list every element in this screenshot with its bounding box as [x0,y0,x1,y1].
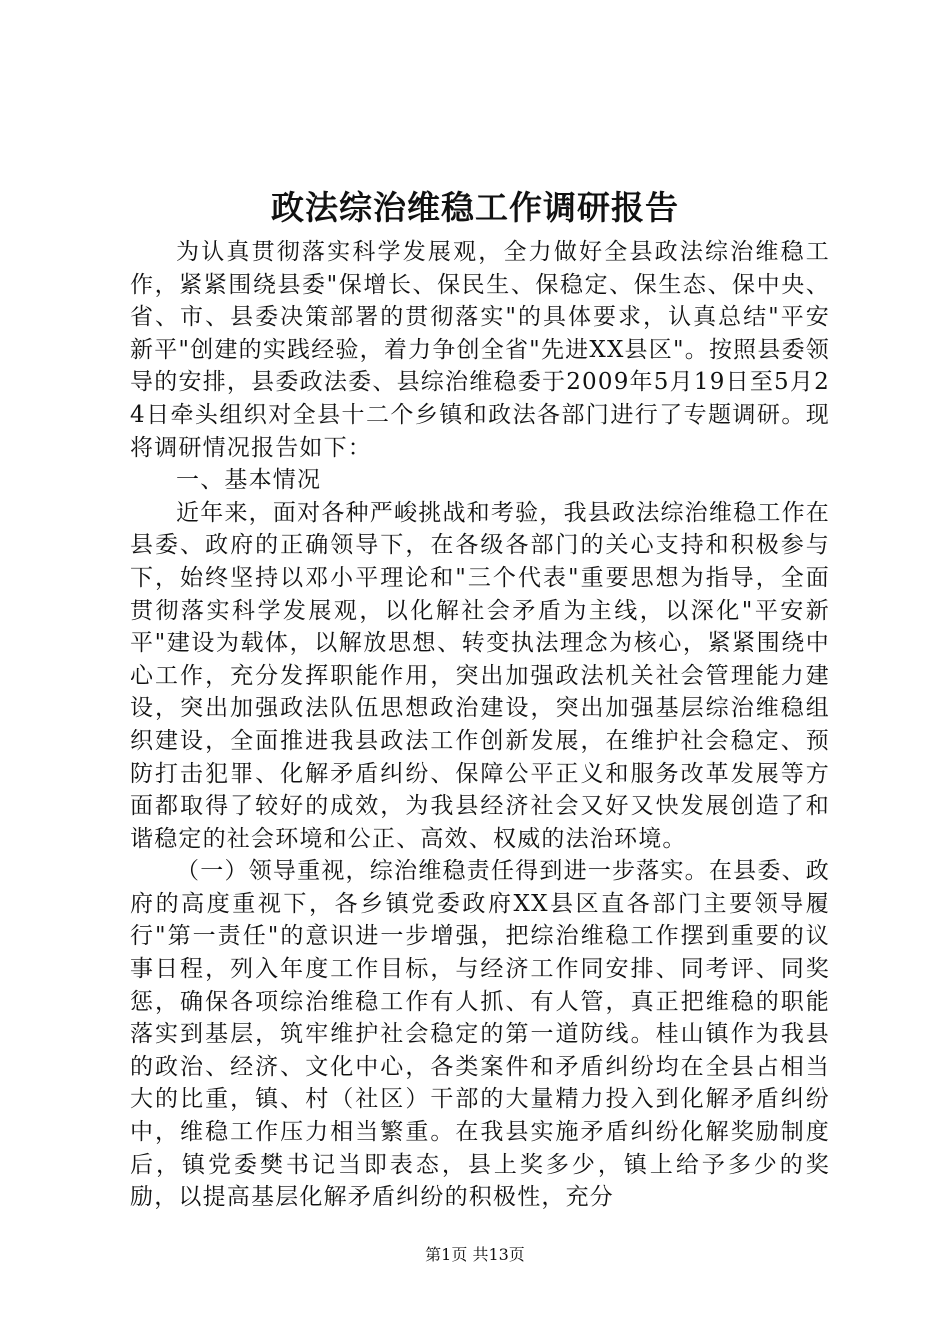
intro-paragraph: 为认真贯彻落实科学发展观，全力做好全县政法综治维稳工作，紧紧围绕县委"保增长、保民生、保稳定、保生态、保中央、省、市、县委决策部署的贯彻落实"的具体要求，认真总结"平安新平"创建的实践经验，着力争创全省"先进XX县区"。按照县委领导的安排，县委政法委、县综治维稳委于2009年5月19日至5月24日牵头组织对全县十二个乡镇和政法各部门进行了专题调研。现将调研情况报告如下： [130,239,830,461]
document-title: 政法综治维稳工作调研报告 [271,188,679,227]
basic-situation-paragraph: 近年来，面对各种严峻挑战和考验，我县政法综治维稳工作在县委、政府的正确领导下，在各级各部门的关心支持和积极参与下，始终坚持以邓小平理论和"三个代表"重要思想为指导，全面贯彻落实科学发展观，以化解社会矛盾为主线，以深化"平安新平"建设为载体，以解放思想、转变执法理念为核心，紧紧围绕中心工作，充分发挥职能作用，突出加强政法机关社会管理能力建设，突出加强政法队伍思想政治建设，突出加强基层综治维稳组织建设，全面推进我县政法工作创新发展，在维护社会稳定、预防打击犯罪、化解矛盾纠纷、保障公平正义和服务改革发展等方面都取得了较好的成效，为我县经济社会又好又快发展创造了和谐稳定的社会环境和公正、高效、权威的法治环境。 [130,499,830,852]
page-number-footer: 第1页 共13页 [425,1245,525,1264]
leadership-paragraph: （一）领导重视，综治维稳责任得到进一步落实。在县委、政府的高度重视下，各乡镇党委政府XX县区直各部门主要领导履行"第一责任"的意识进一步增强，把综治维稳工作摆到重要的议事日程，列入年度工作目标，与经济工作同安排、同考评、同奖惩，确保各项综治维稳工作有人抓、有人管，真正把维稳的职能落实到基层，筑牢维护社会稳定的第一道防线。桂山镇作为我县的政治、经济、文化中心，各类案件和矛盾纠纷均在全县占相当大的比重，镇、村（社区）干部的大量精力投入到化解矛盾纠纷中，维稳工作压力相当繁重。在我县实施矛盾纠纷化解奖励制度后，镇党委樊书记当即表态，县上奖多少，镇上给予多少的奖励，以提高基层化解矛盾纠纷的积极性，充分 [130,858,830,1211]
document-body [130,236,830,1214]
section-heading-basic-situation: 一、基本情况 [176,467,322,494]
